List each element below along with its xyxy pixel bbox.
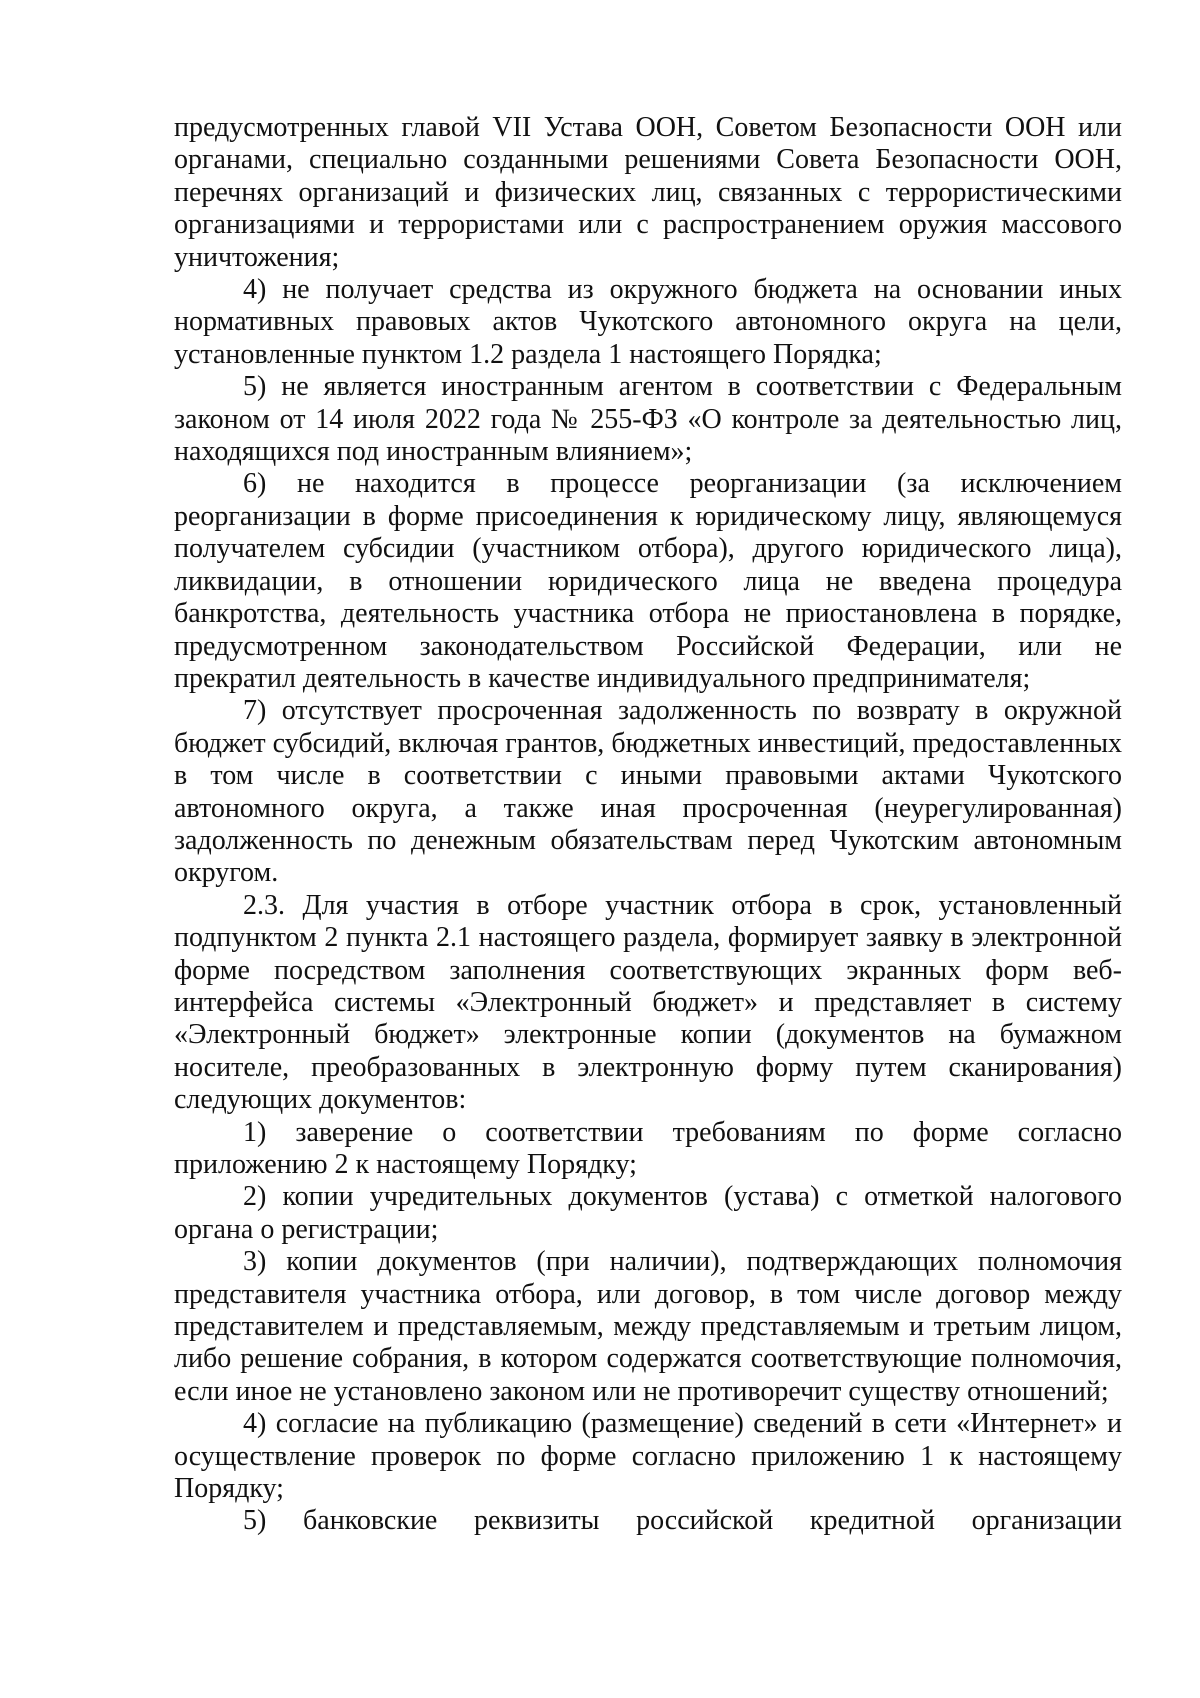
document-body xyxy=(174,112,1122,1538)
paragraph-doc-1-compliance-statement: 1) заверение о соответствии требованиям по форме согласно приложению 2 к настоящему Порядку; xyxy=(174,1116,1122,1180)
paragraph-item-4-no-budget-funds: 4) не получает средства из окружного бюджета на основании иных нормативных правовых актов Чукотского автономного округа на цели, установленные пунктом 1.2 раздела 1 настоящего Порядка; xyxy=(174,274,1122,370)
paragraph-doc-3-authority-documents: 3) копии документов (при наличии), подтверждающих полномочия представителя участника отбора, или договор, в том числе договор между представителем и представляемым, между представляемым и третьим лицом, либо решение собрания, в котором содержатся соответствующие полномочия, если иное не установлено законом или не противоречит существу отношений; xyxy=(174,1246,1122,1407)
paragraph-un-sanctions-continuation: предусмотренных главой VII Устава ООН, Советом Безопасности ООН или органами, специально созданными решениями Совета Безопасности ООН, перечнях организаций и физических лиц, связанных с террористическими организациями и террористами или с распространением оружия массового уничтожения; xyxy=(174,112,1122,273)
paragraph-doc-5-bank-details: 5) банковские реквизиты российской кредитной организации xyxy=(243,1505,1122,1537)
paragraph-doc-4-publication-consent: 4) согласие на публикацию (размещение) сведений в сети «Интернет» и осуществление проверок по форме согласно приложению 1 к настоящему Порядку; xyxy=(174,1408,1122,1505)
paragraph-item-5-not-foreign-agent: 5) не является иностранным агентом в соответствии с Федеральным законом от 14 июля 2022 года № 255-ФЗ «О контроле за деятельностью лиц, находящихся под иностранным влиянием»; xyxy=(174,371,1122,468)
paragraph-item-7-no-overdue-debt: 7) отсутствует просроченная задолженность по возврату в окружной бюджет субсидий, включая грантов, бюджетных инвестиций, предоставленных в том числе в соответствии с иными правовыми актами Чукотского автономного округа, а также иная просроченная (неурегулированная) задолженность по денежным обязательствам перед Чукотским автономным округом. xyxy=(174,695,1122,889)
paragraph-section-2-3-application: 2.3. Для участия в отборе участник отбора в срок, установленный подпунктом 2 пункта 2.1 настоящего раздела, формирует заявку в электронной форме посредством заполнения соответствующих экранных форм веб-интерфейса системы «Электронный бюджет» и представляет в систему «Электронный бюджет» электронные копии (документов на бумажном носителе, преобразованных в электронную форму путем сканирования) следующих документов: xyxy=(174,889,1122,1116)
paragraph-item-6-no-reorganization: 6) не находится в процессе реорганизации (за исключением реорганизации в форме присоединения к юридическому лицу, являющемуся получателем субсидии (участником отбора), другого юридического лица), ликвидации, в отношении юридического лица не введена процедура банкротства, деятельность участника отбора не приостановлена в порядке, предусмотренном законодательством Российской Федерации, или не прекратил деятельность в качестве индивидуального предпринимателя; xyxy=(174,468,1122,694)
paragraph-doc-2-charter-copies: 2) копии учредительных документов (устава) с отметкой налогового органа о регистрации; xyxy=(174,1181,1122,1245)
